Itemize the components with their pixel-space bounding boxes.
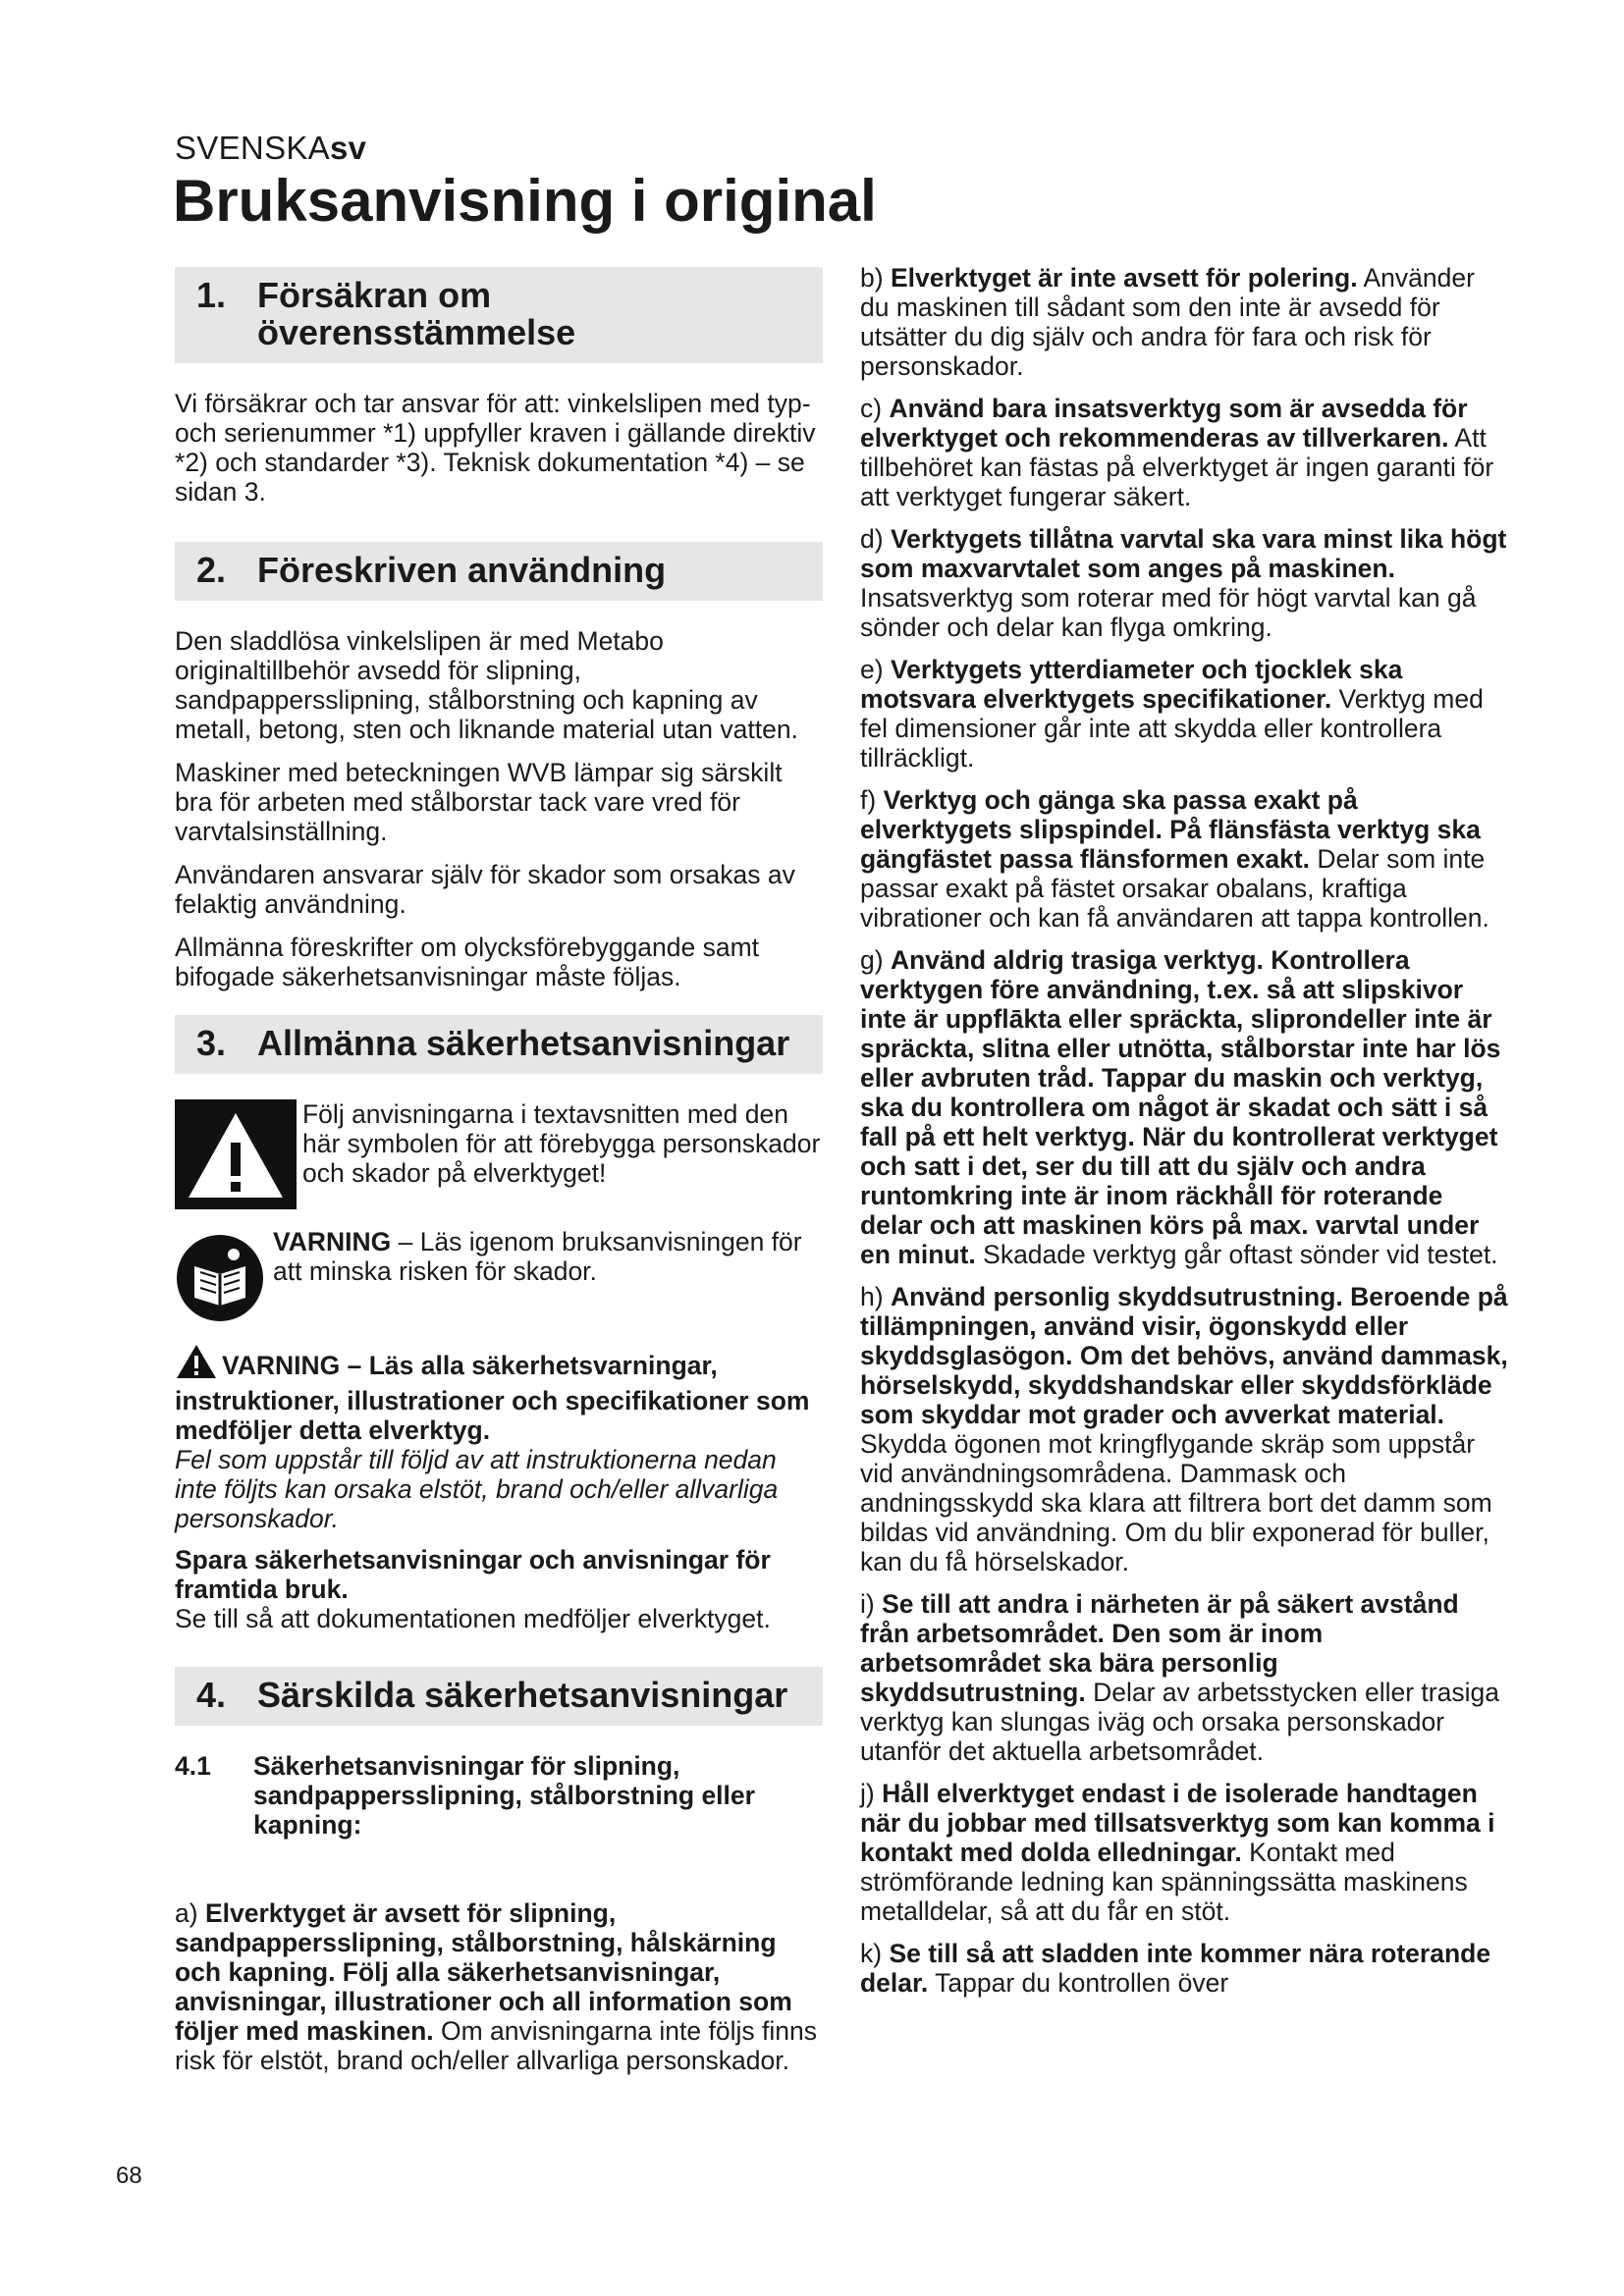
page-title: Bruksanvisning i original [173,168,877,234]
item-text: Använder du maskinen till sådant som den inte är avsedd för utsätter du dig själv och andra för fara och risk för personskador. [860,263,1475,381]
symbol-note-text: Följ anvisningarna i textavsnitten med den här symbolen för att förebygga personskador och skador på elverktyget! [302,1099,821,1188]
language-name: SVENSKA [175,130,330,166]
subsection-4-1-heading [175,1751,823,1840]
item-text: Kontakt med strömförande ledning kan spänningssätta maskinens metalldelar, så att du får en stöt. [860,1838,1468,1926]
item-f [860,785,1508,933]
item-j [860,1779,1508,1926]
intended-use-paragraph-4: Allmänna föreskrifter om olycksförebyggande samt bifogade säkerhetsanvisningar måste följas. [175,933,760,991]
item-bold: Se till så att sladden inte kommer nära roterande delar. [860,1939,1491,1998]
declaration-text: Vi försäkrar och tar ansvar för att: vinkelslipen med typ- och serienummer *1) uppfyller kraven i gällande direktiv *2) och standarder *3). Teknisk dokumentation *4) – se sidan 3. [175,389,816,507]
section-2-heading [175,542,823,601]
varning-label: VARNING [273,1227,392,1256]
subsection-4-1-title: Säkerhetsanvisningar för slipning, sandpappersslipning, stålborstning eller kapning: [253,1751,755,1840]
section-3-number: 3. [196,1023,227,1063]
item-prefix: g) [860,945,891,975]
read-manual-icon [175,1233,265,1323]
item-text: Att tillbehöret kan fästas på elverktyget är ingen garanti för att verktyget fungerar säkert. [860,423,1494,511]
item-prefix: d) [860,524,891,554]
item-text: Skadade verktyg går oftast sönder vid testet. [975,1240,1498,1269]
item-text: Tappar du kontrollen över [928,1968,1229,1998]
section-1-number: 1. [196,275,227,315]
item-a-bold: Elverktyget är avsett för slipning, sandpappersslipning, stålborstning, hålskärning och kapning. Följ alla säkerhetsanvisningar, anvisningar, illustrationer och all information som följer med maskinen. [175,1898,792,2046]
section-2-title: Föreskriven användning [257,550,667,590]
item-bold: Se till att andra i närheten är på säkert avstånd från arbetsområdet. Den som är inom arbetsområdet ska bära personlig skyddsutrustning. [860,1589,1459,1707]
intended-use-paragraph-1: Den sladdlösa vinkelslipen är med Metabo originaltillbehör avsedd för slipning, sandpappersslipning, stålborstning och kapning av metall, betong, sten och liknande material utan vatten. [175,626,798,744]
item-bold: Håll elverktyget endast i de isolerade handtagen när du jobbar med tillsatsverktyg som kan komma i kontakt med dolda elledningar. [860,1779,1495,1867]
section-3-heading [175,1015,823,1074]
manual-warning [175,1227,823,1323]
item-text: Skydda ögonen mot kringflygande skräp som uppstår vid användningsområdena. Dammask och andningsskydd ska klara att filtrera bort det damm som bildas vid användning. Om du blir exponerad för buller, kan du få hörselskador. [860,1429,1492,1576]
item-prefix: b) [860,263,891,293]
page-number: 68 [116,2163,142,2189]
section-4-title: Särskilda säkerhetsanvisningar [257,1675,788,1715]
item-a-text: Om anvisningarna inte följs finns risk för elstöt, brand och/eller allvarliga personskador. [175,2016,817,2075]
warning-symbol-note [175,1099,823,1209]
item-bold: Elverktyget är inte avsett för polering. [890,263,1358,293]
right-column [860,263,1508,2010]
language-label [175,130,366,167]
section-4-heading [175,1667,823,1726]
item-bold: Använd personlig skyddsutrustning. Beroende på tillämpningen, använd visir, ögonskydd eller skyddsglasögon. Om det behövs, använd dammask, hörselskydd, skyddshandskar eller skyddsförkläde som skyddar mot grader och avverkat material. [860,1282,1508,1429]
intended-use-paragraph-2: Maskiner med beteckningen WVB lämpar sig särskilt bra för arbeten med stålborstar tack vare vred för varvtalsinställning. [175,758,783,846]
item-bold: Verktygets ytterdiameter och tjocklek ska motsvara elverktygets specifikationer. [860,655,1403,714]
section-4-number: 4. [196,1675,227,1715]
item-text: Verktyg med fel dimensioner går inte att skydda eller kontrollera tillräckligt. [860,684,1484,773]
item-text: Delar av arbetsstycken eller trasiga verktyg kan slungas iväg och orsaka personskador utanför det aktuella arbetsområdet. [860,1678,1499,1766]
item-bold: Använd bara insatsverktyg som är avsedda för elverktyget och rekommenderas av tillverkaren. [860,394,1468,453]
general-warning [175,1343,823,1533]
section-1-heading [175,267,823,363]
item-c [860,394,1508,511]
item-prefix: f) [860,785,884,815]
item-a [175,1898,823,2075]
item-prefix: k) [860,1939,890,1968]
item-text: Delar som inte passar exakt på fästet orsakar obalans, kraftiga vibrationer och kan få användaren att tappa kontrollen. [860,844,1489,933]
general-warning-bold [175,1343,823,1445]
item-bold: Använd aldrig trasiga verktyg. Kontrollera verktygen före användning, t.ex. så att slipskivor inte är uppflākta eller spräckta, sliprondeller inte är spräckta, slitna eller utnötta, stålborstar inte har lös eller avbruten tråd. Tappar du maskin och verktyg, ska du kontrollera om något är skadat och sätt i så fall på ett helt verktyg. När du kontrollerat verktyget och satt i det, ser du till att du själv och andra runtomkring inte är inom räckhåll för roterande delar och att maskinen körs på max. varvtal under en minut. [860,945,1501,1269]
item-g [860,945,1508,1269]
item-bold: Verktygets tillåtna varvtal ska vara minst lika högt som maxvarvtalet som anges på maskinen. [860,524,1507,583]
varning-text: – Läs igenom bruksanvisningen för att minska risken för skador. [273,1227,802,1286]
general-warning-italic: Fel som uppstår till följd av att instruktionerna nedan inte följts kan orsaka elstöt, brand och/eller allvarliga personskador. [175,1445,779,1533]
item-e [860,655,1508,773]
save-instructions-bold: Spara säkerhetsanvisningar och anvisningar för framtida bruk. [175,1545,771,1604]
item-prefix: c) [860,394,890,423]
item-d [860,524,1508,642]
item-k [860,1939,1508,1998]
item-prefix: i) [860,1589,883,1619]
section-2-number: 2. [196,550,227,590]
item-text: Insatsverktyg som roterar med för högt varvtal kan gå sönder och delar kan flyga omkring. [860,583,1477,642]
save-instructions-text: Se till så att dokumentationen medföljer elverktyget. [175,1604,771,1633]
subsection-4-1-number: 4.1 [175,1751,211,1781]
item-i [860,1589,1508,1766]
item-prefix: h) [860,1282,891,1311]
item-prefix: e) [860,655,891,684]
section-1-title: Försäkran om överensstämmelse [257,275,576,352]
warning-triangle-icon [175,1099,297,1209]
item-a-prefix: a) [175,1898,205,1928]
section-3-title: Allmänna säkerhetsanvisningar [257,1023,790,1063]
item-bold: Verktyg och gänga ska passa exakt på elverktygets slipspindel. På flänsfästa verktyg ska gängfästet passa flänsformen exakt. [860,785,1481,874]
language-code: sv [330,130,367,166]
item-b [860,263,1508,381]
small-warning-triangle-icon [175,1343,218,1386]
item-h [860,1282,1508,1576]
manual-warning-text [273,1227,823,1286]
item-prefix: j) [860,1779,883,1808]
general-warning-bold-text: VARNING – Läs alla säkerhetsvarningar, instruktioner, illustrationer och specifikationer som medföljer detta elverktyg. [175,1351,810,1445]
left-column [175,267,823,2075]
intended-use-paragraph-3: Användaren ansvarar själv för skador som orsakas av felaktig användning. [175,860,795,919]
